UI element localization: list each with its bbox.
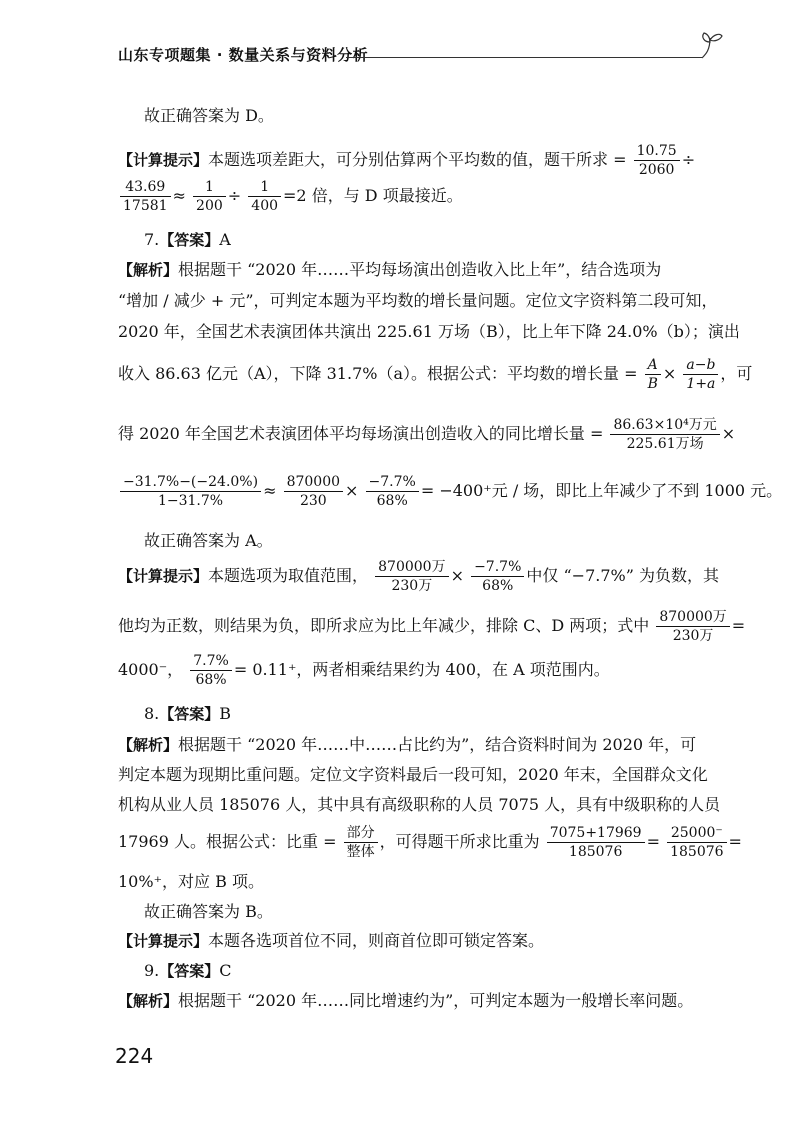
operator: ×	[721, 424, 736, 443]
fraction: $\frac{1}{400}$	[248, 180, 281, 213]
text-line: 故正确答案为 B。	[144, 902, 273, 921]
text-run: = 0.11⁺，两者相乘结果约为 400，在 A 项范围内。	[233, 660, 610, 679]
fraction: $\frac{43.69}{17581}$	[120, 180, 171, 213]
text-line: 2020 年，全国艺术表演团体共演出 225.61 万场（B），比上年下降 24.0%（b）；演出	[118, 322, 740, 341]
text-run: 17969 人。根据公式：比重 =	[118, 832, 337, 851]
answer-line	[144, 963, 232, 979]
answer-value: C	[219, 961, 232, 980]
fraction: $\frac{A}{B}$	[645, 358, 661, 391]
text-run: 本题选项差距大，可分别估算两个平均数的值，题干所求 =	[208, 150, 627, 169]
operator: ≈	[172, 186, 186, 205]
fraction: $\frac{\text{部分}}{\text{整体}}$	[344, 826, 378, 859]
text-run: 得 2020 年全国艺术表演团体平均每场演出创造收入的同比增长量 =	[118, 424, 604, 443]
analysis-tag: 【解析】	[118, 736, 179, 754]
text-run: 本题各选项首位不同，则商首位即可锁定答案。	[208, 931, 545, 950]
formula-line	[118, 826, 742, 859]
text-line: 故正确答案为 D。	[144, 106, 274, 125]
text-run: 他均为正数，则结果为负，即所求应为比上年减少，排除 C、D 两项；式中	[118, 616, 650, 635]
fraction: $\frac{-31.7\%-(-24.0\%)}{1-31.7\%}$	[120, 475, 261, 508]
operator: ×	[450, 566, 464, 585]
analysis-tag: 【解析】	[118, 261, 179, 279]
formula-line	[118, 654, 610, 687]
fraction: $\frac{7075+17969}{185076}$	[547, 826, 645, 859]
page-number: 224	[115, 1044, 154, 1068]
analysis-tag: 【解析】	[118, 992, 179, 1010]
calc-hint	[118, 933, 544, 949]
operator: ÷	[227, 186, 242, 205]
text-run: 本题选项为取值范围，	[208, 566, 369, 585]
fraction: $\frac{10.75}{2060}$	[634, 144, 680, 177]
header-title: 山东专项题集 · 数量关系与资料分析	[118, 46, 369, 64]
calc-hint	[118, 560, 719, 593]
operator: ×	[345, 481, 359, 500]
operator: ×	[662, 364, 677, 383]
hint-tag: 【计算提示】	[118, 567, 209, 585]
calc-hint	[118, 144, 695, 177]
fraction: $\frac{\text{870000万}}{\text{230万}}$	[375, 560, 448, 593]
text-run: 收入 86.63 亿元（A），下降 31.7%（a）。根据公式：平均数的增长量 =	[118, 364, 638, 383]
text-run: ，可	[720, 364, 753, 383]
question-number: 9.	[144, 961, 160, 980]
text-run: 4000⁻，	[118, 660, 184, 679]
hint-tag: 【计算提示】	[118, 151, 209, 169]
question-number: 7.	[144, 230, 160, 249]
fraction: $\frac{-7.7\%}{68\%}$	[366, 475, 419, 508]
question-number: 8.	[144, 704, 160, 723]
text-line: 机构从业人员 185076 人，其中具有高级职称的人员 7075 人，具有中级职称的人员	[118, 795, 721, 814]
text-line: 10%⁺，对应 B 项。	[118, 872, 264, 891]
answer-value: A	[219, 230, 231, 249]
fraction: $\frac{\text{870000万}}{\text{230万}}$	[656, 610, 729, 643]
sprout-icon	[698, 30, 724, 60]
text-line: “增加 / 减少 + 元”，可判定本题为平均数的增长量问题。定位文字资料第二段可知，	[118, 291, 718, 310]
text-line: 故正确答案为 A。	[144, 531, 273, 550]
answer-line	[144, 232, 231, 248]
formula-line	[118, 475, 782, 508]
formula-line	[118, 358, 752, 391]
operator: ≈	[263, 481, 277, 500]
fraction: $\frac{-7.7\%}{68\%}$	[471, 560, 524, 593]
formula-line	[118, 418, 735, 451]
analysis-line	[118, 262, 661, 278]
fraction: $\frac{7.7\%}{68\%}$	[190, 654, 232, 687]
formula-line	[118, 180, 463, 213]
text-run: 根据题干 “2020 年……同比增速约为”，可判定本题为一般增长率问题。	[178, 991, 694, 1010]
analysis-line	[118, 993, 693, 1009]
text-run: =2 倍，与 D 项最接近。	[283, 186, 463, 205]
fraction: $\frac{a-b}{1+a}$	[683, 358, 718, 391]
answer-line	[144, 706, 231, 722]
text-line: 判定本题为现期比重问题。定位文字资料最后一段可知，2020 年末，全国群众文化	[118, 765, 708, 784]
hint-tag: 【计算提示】	[118, 932, 209, 950]
fraction: $\frac{\text{86.63×10⁴万元}}{\text{225.61万场}}$	[610, 418, 719, 451]
formula-line	[118, 610, 745, 643]
text-run: ，可得题干所求比重为	[379, 832, 540, 851]
operator: ÷	[681, 150, 696, 169]
fraction: $\frac{1}{200}$	[193, 180, 226, 213]
header-rule	[346, 57, 702, 58]
operator: =	[731, 616, 746, 635]
fraction: $\frac{870000}{230}$	[284, 475, 343, 508]
operator: =	[646, 832, 660, 851]
fraction: $\frac{25000^-}{185076}$	[667, 826, 726, 859]
answer-tag: 【答案】	[159, 705, 220, 723]
text-run: = −400⁺元 / 场，即比上年减少了不到 1000 元。	[420, 481, 783, 500]
answer-tag: 【答案】	[159, 962, 220, 980]
answer-tag: 【答案】	[159, 231, 220, 249]
text-run: 根据题干 “2020 年……平均每场演出创造收入比上年”，结合选项为	[178, 260, 662, 279]
analysis-line	[118, 737, 696, 753]
operator: =	[728, 832, 742, 851]
answer-value: B	[219, 704, 232, 723]
text-run: 中仅 “−7.7%” 为负数，其	[526, 566, 719, 585]
page-header	[118, 44, 724, 66]
text-run: 根据题干 “2020 年……中……占比约为”，结合资料时间为 2020 年，可	[178, 735, 697, 754]
